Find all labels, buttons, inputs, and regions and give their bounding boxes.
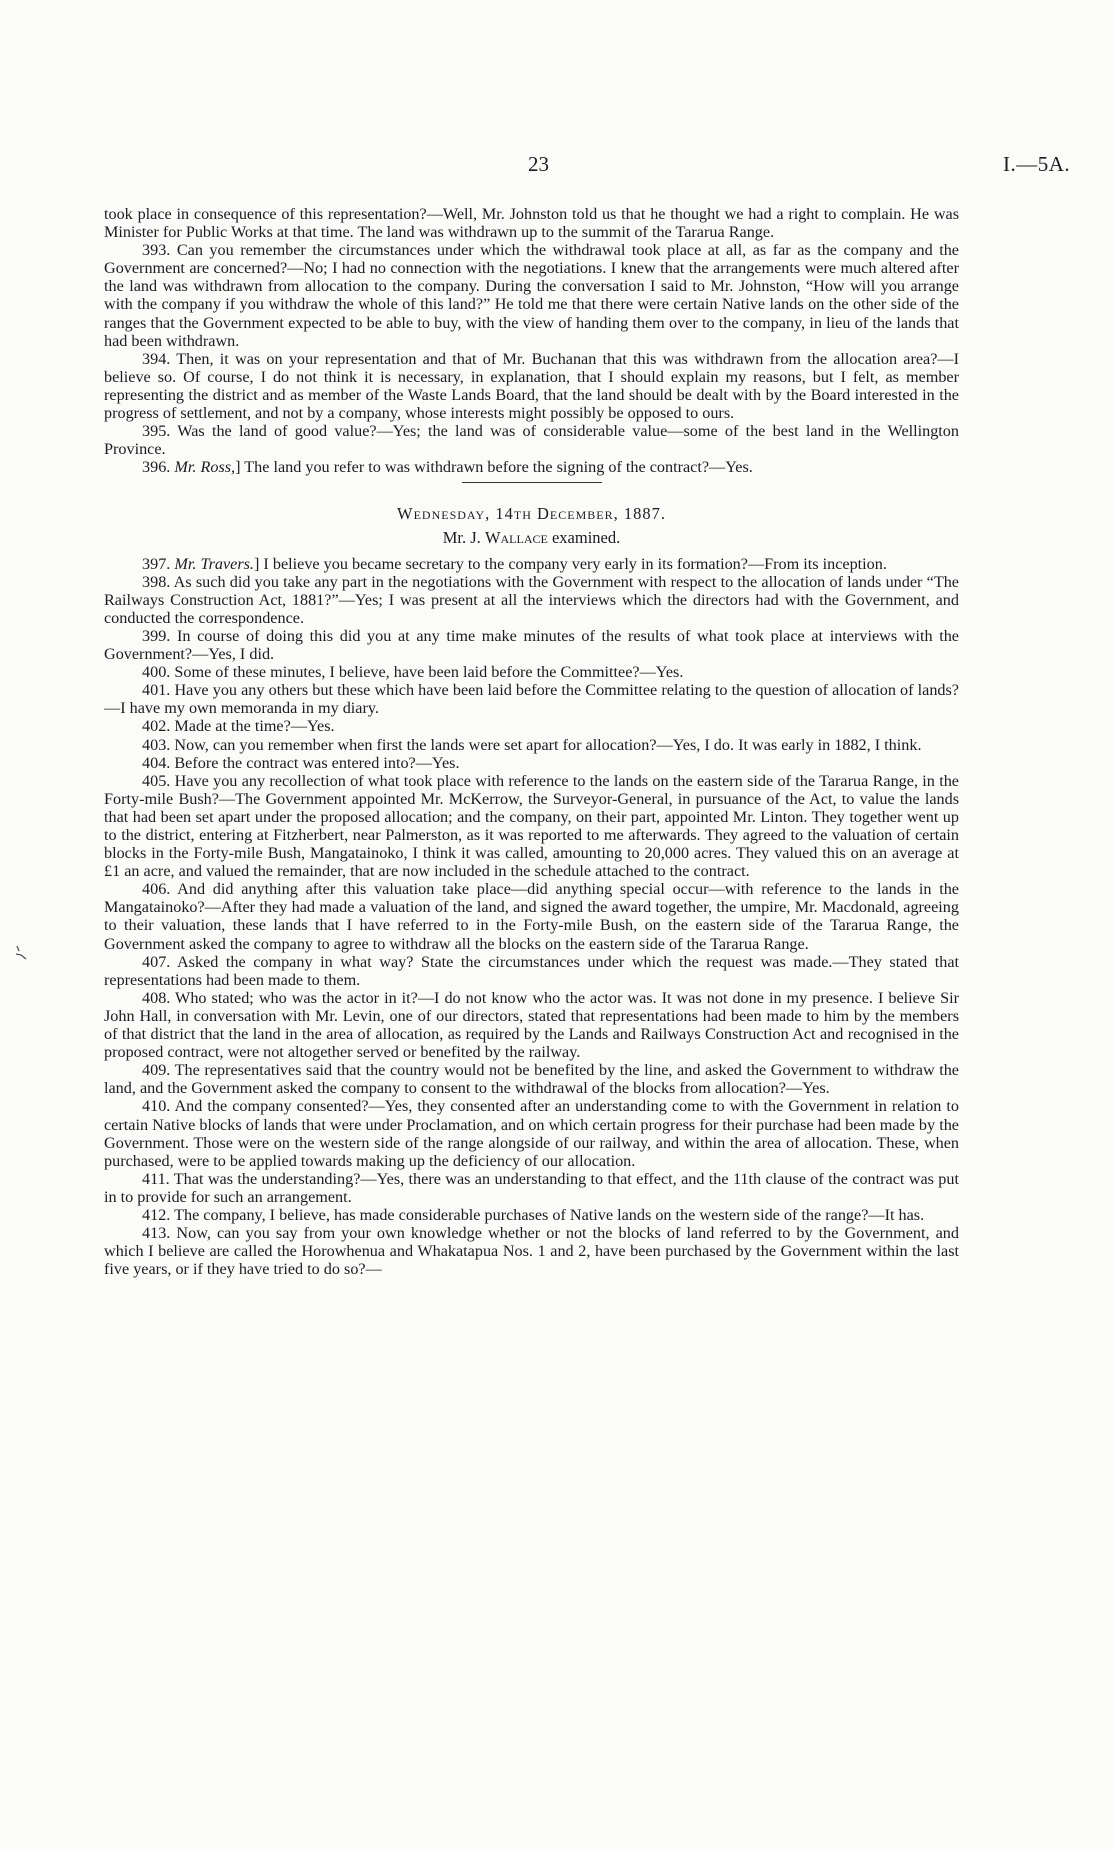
paragraph-393: 393. Can you remember the circumstances under which the withdrawal took place at all, as far as the company and the Government are concerned?—No; I had no connection with the negotiations. I knew that the arrangements were much altered after the land was withdrawn from allocation to the company. During the conversation I said to Mr. Johnston, “How will you arrange with the company if you withdraw the whole of this land?” He told me that there were certain Native lands on the other side of the ranges that the Government expected to be able to buy, with the view of handing them over to the company, in lieu of the lands that had been withdrawn. [104,241,959,350]
question-text: ] I believe you became secretary to the company very early in its formation?—From its inception. [253,554,887,573]
paragraph-396 [104,458,959,476]
document-body [104,205,959,1278]
section-divider [462,482,602,483]
paragraph-394: 394. Then, it was on your representation and that of Mr. Buchanan that this was withdrawn from the allocation area?—I believe so. Of course, I do not think it is necessary, in explanation, that I should explain my reasons, but I felt, as member representing the district and as member of the Waste Lands Board, that the land should be dealt with by the Board interested in the progress of settlement, and not by a company, whose interests might possibly be opposed to ours. [104,349,959,423]
paragraph-410: 410. And the company consented?—Yes, they consented after an understanding come to with the Government in relation to certain Native blocks of lands that were under Proclamation, and on which certain progress for their purchase had been made by the Government. Those were on the western side of the range alongside of our railway, and within the area of allocation. These, when purchased, were to be applied towards making up the deficiency of our allocation. [104,1097,959,1170]
paragraph-398: 398. As such did you take any part in the negotiations with the Government with respect to the allocation of lands under “The Railways Construction Act, 1881?”—Yes; I was present at all the interviews which the directors had with the Government, and conducted the correspondence. [104,572,959,627]
paragraph-407: 407. Asked the company in what way? State the circumstances under which the request was made.—They stated that representations had been made to them. [104,952,959,989]
paragraph-402: 402. Made at the time?—Yes. [142,717,335,736]
question-text: ] The land you refer to was withdrawn before the signing of the contract?—Yes. [235,458,753,477]
page-header [0,152,1114,176]
questioner-name: Mr. Travers. [174,554,254,573]
witness-name: Wallace [484,527,548,547]
paragraph-413: 413. Now, can you say from your own knowledge whether or not the blocks of land referred to by the Government, and which I believe are called the Horowhenua and Whakatapua Nos. 1 and 2, have been purchased by the Government within the last five years, or if they have tried to do so?— [104,1224,959,1279]
paragraph-405: 405. Have you any recollection of what took place with reference to the lands on the eastern side of the Tararua Range, in the Forty-mile Bush?—The Government appointed Mr. McKerrow, the Surveyor-General, in pursuance of the Act, to value the lands that had been set apart under the proposed allocation; and the company, on their part, appointed Mr. Linton. They together went up to the district, entering at Fitzherbert, near Palmerston, as it was reported to me afterwards. They agreed to the valuation of certain blocks in the Forty-mile Bush, Mangatainoko, I think it was called, amounting to 20,000 acres. They valued this on an average at £1 an acre, and valued the remainder, that are now included in the schedule attached to the contract. [104,771,959,881]
paragraph-406: 406. And did anything after this valuation take place—did anything special occur—with reference to the lands in the Mangatainoko?—After they had made a valuation of the land, and signed the award together, the umpire, Mr. Macdonald, agreeing to their valuation, these lands that I have referred to in the Forty-mile Bush, on the eastern side of the Tararua Range, the Government asked the company to agree to withdraw all the blocks on the eastern side of the Tararua Range. [104,880,959,953]
margin-mark-icon [14,945,28,961]
page-number: 23 [528,152,549,176]
paragraph-408: 408. Who stated; who was the actor in it?—I do not know who the actor was. It was not done in my presence. I believe Sir John Hall, in conversation with Mr. Levin, one of our directors, stated that representations had been made to him by the members of that district that the land in the area of allocation, as required by the Lands and Railways Construction Act and recognised in the proposed contract, were not altogether served or benefited by the railway. [104,988,959,1062]
paragraph-404: 404. Before the contract was entered into?—Yes. [142,753,460,772]
paragraph-409: 409. The representatives said that the country would not be benefited by the line, and asked the Government to withdraw the land, and the Government asked the company to consent to the withdrawal of the blocks from allocation?—Yes. [104,1061,959,1098]
questioner-name: Mr. Ross, [174,458,236,477]
question-number: 397. [142,554,171,573]
paragraph-continuation: took place in consequence of this representation?—Well, Mr. Johnston told us that he thought we had a right to complain. He was Minister for Public Works at that time. The land was withdrawn up to the summit of the Tararua Range. [104,205,959,242]
paragraph-411: 411. That was the understanding?—Yes, there was an understanding to that effect, and the 11th clause of the contract was put in to provide for such an arrangement. [104,1169,959,1206]
witness-suffix: examined. [547,527,621,547]
paragraph-397 [104,555,959,573]
witness-prefix: Mr. J. [442,527,485,547]
witness-heading [104,529,959,547]
paragraph-400: 400. Some of these minutes, I believe, have been laid before the Committee?—Yes. [142,663,684,682]
paragraph-395: 395. Was the land of good value?—Yes; the land was of considerable value—some of the best land in the Wellington Province. [104,422,959,459]
page-reference: I.—5A. [1003,152,1071,176]
date-heading: Wednesday, 14th December, 1887. [397,504,666,524]
question-number: 396. [142,458,171,477]
paragraph-403: 403. Now, can you remember when first the lands were set apart for allocation?—Yes, I do. It was early in 1882, I think. [142,735,922,754]
paragraph-401: 401. Have you any others but these which have been laid before the Committee relating to the question of allocation of lands?—I have my own memoranda in my diary. [104,681,959,718]
paragraph-399: 399. In course of doing this did you at any time make minutes of the results of what took place at interviews with the Government?—Yes, I did. [104,626,959,664]
paragraph-412: 412. The company, I believe, has made considerable purchases of Native lands on the western side of the range?—It has. [142,1205,925,1224]
